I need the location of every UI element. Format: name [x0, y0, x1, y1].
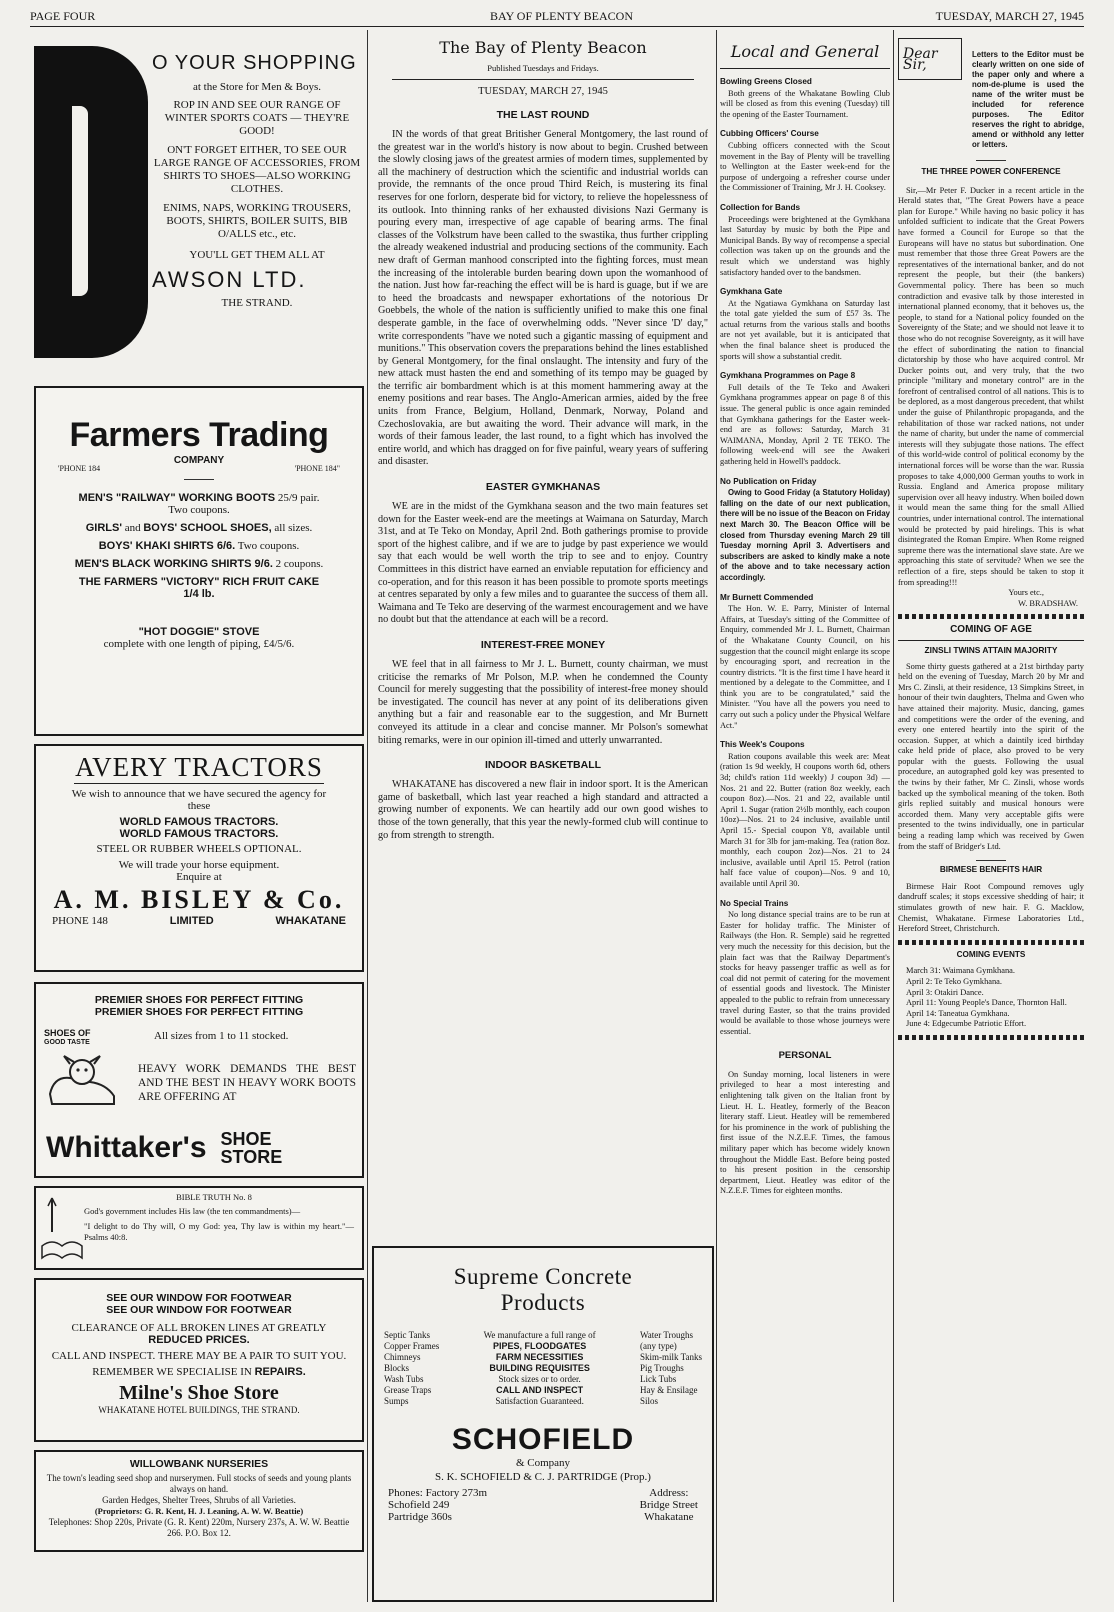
letters-column	[898, 46, 1084, 1045]
farmers-sub: COMPANY	[173, 455, 225, 466]
event-item: April 2: Te Teko Gymkhana.	[906, 976, 1002, 986]
schofield-text: We manufacture a full range of	[483, 1330, 596, 1340]
schofield-co: & Company	[515, 1457, 571, 1469]
local-item-body: Full details of the Te Teko and Awakeri Gymkhana programmes appear on page 8 of this issue. The general public is once again reminded that Gymkhana gatherings for the Easter week-end are as follows: Saturday, March 31 WAIMANA, Monday, April 2 TE TEKO. The following week-end will see the Awakeri gathering held in Howell's paddock.	[720, 382, 890, 466]
milne-text: CLEARANCE OF ALL BROKEN LINES AT GREATLY	[71, 1322, 327, 1334]
willowbank-advert	[34, 1450, 364, 1552]
editorial-heading: THE LAST ROUND	[496, 109, 590, 121]
schofield-address: Address: Bridge Street Whakatane	[639, 1487, 698, 1523]
willowbank-title: WILLOWBANK NURSERIES	[129, 1458, 269, 1470]
schofield-phones: Phones: Factory 273m Schofield 249 Partridge 360s	[388, 1487, 487, 1523]
milne-text: REMEMBER WE SPECIALISE IN	[92, 1366, 255, 1378]
milne-text: REDUCED PRICES.	[148, 1334, 250, 1346]
milne-advert	[34, 1278, 364, 1442]
bisley-phone: PHONE 148	[52, 915, 108, 927]
dawson-big-letter	[34, 46, 148, 358]
birmese-body: Birmese Hair Root Compound removes ugly dandruff scales; it stops excessive shedding of hair; it stimulates growth of new hair. F. G. Macklow, Chemist, Whakatane. Firmese Laboratories Ltd., Hereford Street, Christchurch.	[898, 881, 1084, 934]
event-item: March 31: Waimana Gymkhana.	[906, 966, 1015, 976]
milne-address: WHAKATANE HOTEL BUILDINGS, THE STRAND.	[98, 1405, 300, 1415]
dawson-line: ON'T FORGET EITHER, TO SEE OUR LARGE RANGE OF ACCESSORIES, FROM SHIRTS TO SHOES—ALSO WORKING CLOTHES.	[153, 144, 361, 195]
bible-text: God's government includes His law (the ten commandments)—	[84, 1206, 301, 1216]
editorial-heading: INTEREST-FREE MONEY	[480, 638, 606, 651]
willowbank-text: Telephones: Shop 220s, Private (G. R. Kent) 220m, Nursery 237s, A. W. W. Beattie 266. P.O. Box 12.	[48, 1517, 350, 1538]
bible-truth-box	[34, 1186, 364, 1270]
whittaker-body: HEAVY WORK DEMANDS THE BEST AND THE BEST IN HEAVY WORK BOOTS ARE OFFERING AT	[138, 1063, 356, 1103]
avery-text: WORLD FAMOUS TRACTORS.	[119, 816, 279, 828]
local-item-heading: No Special Trains	[720, 898, 789, 908]
willowbank-text: The town's leading seed shop and nurserymen. Full stocks of seeds and young plants always on hand.	[46, 1473, 352, 1494]
farmers-item: BOYS' KHAKI SHIRTS 6/6.	[98, 540, 236, 552]
masthead-sub: Published Tuesdays and Fridays.	[487, 63, 599, 73]
avery-title: AVERY TRACTORS	[75, 752, 323, 782]
local-item-body: Proceedings were brightened at the Gymkhana last Saturday by music by both the Pipe and Municipal Bands. By way of recompense a special collection was taken up on the grounds and the result which we understand was highly satisfactory handed over to the bandsmen.	[720, 214, 890, 277]
letter-signature: W. BRADSHAW.	[1018, 598, 1078, 608]
event-item: April 11: Young People's Dance, Thornton Hall.	[906, 998, 1067, 1008]
avery-text: WORLD FAMOUS TRACTORS.	[119, 828, 279, 840]
logo-text: SHOES OF	[44, 1028, 91, 1038]
masthead-title: The Bay of Plenty Beacon	[439, 38, 647, 57]
farmers-phone: 'PHONE 184"	[294, 464, 340, 473]
schofield-title: Supreme Concrete	[453, 1264, 633, 1289]
farmers-note: Two coupons.	[235, 540, 300, 552]
local-item-heading: Bowling Greens Closed	[720, 77, 812, 86]
dear-sir-text: Dear Sir,	[903, 46, 938, 73]
local-item-body: Cubbing officers connected with the Scout movement in the Bay of Plenty will be travelling to Wellington at the Easter week-end for the purpose of undergoing a refresher course under the Commissioner of Training, Mr J. H. Cooksey.	[720, 140, 890, 193]
schofield-text: BUILDING REQUISITES	[489, 1363, 590, 1373]
farmers-note: all sizes.	[271, 522, 313, 534]
issue-date: TUESDAY, MARCH 27, 1945	[935, 9, 1084, 23]
bible-text: "I delight to do Thy will, O my God: yea, Thy law is within my heart."—Psalms 40:8.	[84, 1221, 354, 1242]
avery-text: We will trade your horse equipment.	[118, 859, 280, 871]
event-item: April 3: Otakiri Dance.	[906, 987, 984, 997]
bible-title: BIBLE TRUTH No. 8	[176, 1192, 252, 1202]
page-header	[30, 6, 1084, 27]
letters-notice: Letters to the Editor must be clearly written on one side of the paper only and where a nom-de-plume is used the name of the writer must be included for reference purposes. The Editor reserves the right to abridge, amend or withhold any letter or letters.	[972, 50, 1084, 149]
letter-heading: THE THREE POWER CONFERENCE	[921, 167, 1061, 176]
whittaker-shoe: SHOE	[220, 1129, 272, 1149]
editorial-body: WE feel that in all fairness to Mr J. L. Burnett, county chairman, we must criticise the remarks of Mr Polson, M.P. when he condemned the County Council for merely suggesting that the possibility of interest-free money should be investigated. The council has never at any point of its deliberations given anything but a fair and reasonable ear to the suggestion, and Mr Burnett conveyed its attitude in a clear and concise manner. Mr Polson's somewhat biting remarks, were in our opinion ill-timed and utterly unwarranted.	[378, 658, 708, 746]
local-item-heading: Mr Burnett Commended	[720, 592, 814, 602]
milne-text: REPAIRS.	[254, 1366, 306, 1378]
farmers-item: GIRLS'	[85, 522, 122, 534]
editorial-heading: INDOOR BASKETBALL	[484, 759, 602, 772]
schofield-text: FARM NECESSITIES	[495, 1352, 584, 1362]
avery-text: Enquire at	[176, 871, 222, 883]
avery-advert	[34, 744, 364, 972]
divider	[898, 1035, 1084, 1040]
bisley-limited: LIMITED	[169, 915, 214, 927]
local-title: Local and General	[720, 42, 890, 69]
local-item-heading: Collection for Bands	[720, 202, 801, 212]
dawson-line: at the Store for Men & Boys.	[192, 81, 321, 93]
farmers-note: 2 coupons.	[272, 558, 324, 570]
willowbank-text: Garden Hedges, Shelter Trees, Shrubs of all Varieties.	[102, 1495, 296, 1505]
personal-heading: PERSONAL	[778, 1050, 832, 1062]
farmers-price: 25/9 pair.	[275, 492, 320, 504]
editorial-body: WE are in the midst of the Gymkhana season and the two main features set down for the Easter week-end are the meetings at Waimana on Saturday, March 31st, and at Te Teko on Monday, April 2nd. Both gatherings promise to provide sport of the highest calibre, and if we are to judge by past experience we would say that each would be well worth the trip to see and to enjoy. Country Committees in this district have earned an enviable reputation for efficiency and co-operation, and for this reason it has been possible to promote sports meetings at centres separated by only a few miles and to guarantee the success of them all. Waimana and Te Teko are deserving of the warmest encouragement and we have no doubt but that the attendance at each will be a record.	[378, 501, 708, 626]
dawson-address: THE STRAND.	[221, 297, 293, 309]
editorial-body: WHAKATANE has discovered a new flair in indoor sport. It is the American game of basketball, which last year reached a high standard and attracted a growing number of exponents. We can heartily add our own good wishes to those of the town generally, that this year the newly-formed club will continue to go from strength to strength.	[378, 779, 708, 841]
divider	[898, 940, 1084, 945]
local-item-heading: Cubbing Officers' Course	[720, 129, 819, 139]
personal-body: On Sunday morning, local listeners in were privileged to hear a most interesting and enlightening talk given on the Italian front by Lieut. H. L. Heatley, formerly of the Beacon literary staff. Lieut. Heatley will be remembered for his prominence in the work of publishing the first issue of the N.Z.E.F. Times, the famous military paper which has become widely known throughout the Middle East. Before being posted to his present position in the censorship department, Lieut. Heatley was editor of the N.Z.E.F. Times for eighteen months.	[720, 1069, 890, 1196]
local-items	[720, 77, 890, 1037]
milne-name: Milne's Shoe Store	[119, 1382, 279, 1404]
age-subheading: ZINSLI TWINS ATTAIN MAJORITY	[924, 644, 1058, 655]
bisley-name: A. M. BISLEY & Co.	[53, 885, 345, 914]
farmers-item: MEN'S "RAILWAY" WORKING BOOTS	[78, 492, 276, 504]
avery-text: We wish to announce that we have secured the agency for these	[71, 788, 327, 812]
dawson-advert	[34, 46, 364, 376]
shoe-dog-icon	[44, 1048, 124, 1112]
whittaker-sizes: All sizes from 1 to 11 stocked.	[154, 1030, 289, 1042]
column-rule	[893, 30, 894, 1602]
editorial-column	[372, 32, 714, 1523]
farmers-item: MEN'S BLACK WORKING SHIRTS 9/6.	[74, 558, 273, 570]
dawson-line: ENIMS, NAPS, WORKING TROUSERS, BOOTS, SHIRTS, BOILER SUITS, BIB O/ALLS etc., etc.	[163, 202, 351, 240]
dawson-name: AWSON LTD.	[152, 267, 307, 292]
avery-text: STEEL OR RUBBER WHEELS OPTIONAL.	[96, 843, 302, 855]
page-number: PAGE FOUR	[30, 9, 96, 23]
local-item-heading: Gymkhana Gate	[720, 287, 783, 297]
open-bible-icon	[40, 1194, 84, 1264]
event-item: April 14: Taneatua Gymkhana.	[906, 1008, 1010, 1018]
age-body: Some thirty guests gathered at a 21st birthday party held on the evening of Tuesday, March 20 by Mr and Mrs C. Zinsli, at their residence, 13 Simpkins Street, in honour of their twin daughters, Thelma and Gwen who have attained their majority. Music, dancing, games and competitions were the order of the evening, and every one entered heartily into the spirit of the occasion. Supper, at which a daintily iced birthday cake held pride of place, also proved to be very popular with the guests. Following the usual procedure, an autographed gold key was presented to the twins by their father, Mr C. Zinsli, whose words backed up the symbolical meaning of the token. Both girls replied suitably and musical honours were accorded them. Many very acceptable gifts were presented to the twins individually, one in particular being a reading lamp which was received by Gwen from the staff of Bridger's Ltd.	[898, 661, 1084, 851]
schofield-text: Satisfaction Guaranteed.	[495, 1396, 584, 1406]
farmers-price: 1/4 lb.	[183, 588, 215, 600]
dear-sir-logo	[898, 38, 962, 80]
dawson-line: YOU'LL GET THEM ALL AT	[189, 249, 325, 261]
masthead-date: TUESDAY, MARCH 27, 1945	[478, 86, 608, 97]
milne-heading: SEE OUR WINDOW FOR FOOTWEAR	[106, 1292, 292, 1304]
events-heading: COMING EVENTS	[956, 949, 1026, 959]
local-item-body: Both greens of the Whakatane Bowling Club will be closed as from this evening (Tuesday) till the opening of the Easter Tournament.	[720, 88, 890, 119]
local-item-body: Ration coupons available this week are: Meat (ration 1s 9d weekly, H coupons worth 6d, others 3d; child's ration 11d weekly) J coupon 3d) — Nos. 21 and 22. Butter (ration 8oz weekly, each coupon 8oz).—Nos. 21 and 22, available until April 1. Sugar (ration 2½lb monthly, each coupon 10oz)—Nos. 21 to 24 inclusive, available until April 15.- Special coupon Y8, available until March 31 for 3lb for jam-making. Tea (ration 8oz. monthly, each coupon 2oz)—Nos. 21 to 24 inclusive, available until April 15. Petrol (ration half face value of coupon)—Nos. 9 and 10, available until April 30.	[720, 751, 890, 888]
schofield-props: S. K. SCHOFIELD & C. J. PARTRIDGE (Prop.)	[435, 1471, 651, 1483]
schofield-text: Stock sizes or to order.	[498, 1374, 581, 1384]
events-list	[898, 966, 1084, 1030]
whittaker-store: STORE	[220, 1147, 283, 1167]
local-item-body: No long distance special trains are to be run at Easter for holiday traffic. The Minister of Railways (the Hon. R. Semple) said he regretted very much the necessity for this decision, but the plain fact was that the Railway Department's stocks for heavy passenger traffic as well as for coal did not permit of catering for the movement of essential goods and livestock. The Minister appealed to the public to refrain from unnecessary travel during Easter, so that the trains provided would be available to those whose journeys were essential.	[720, 910, 890, 1036]
whittaker-heading: PREMIER SHOES FOR PERFECT FITTING	[94, 994, 304, 1006]
whittaker-advert	[34, 982, 364, 1178]
willowbank-text: (Proprietors: G. R. Kent, H. J. Leaning, A. W. W. Beattie)	[94, 1506, 304, 1516]
farmers-note: and	[121, 522, 144, 534]
age-heading: COMING OF AGE	[950, 624, 1032, 636]
logo-text: GOOD TASTE	[44, 1039, 90, 1046]
farmers-item: "HOT DOGGIE" STOVE	[138, 626, 260, 638]
local-general-column	[720, 42, 890, 1197]
schofield-title: Products	[500, 1290, 586, 1315]
farmers-title: Farmers Trading	[69, 416, 329, 454]
local-item-body: The Hon. W. E. Parry, Minister of Internal Affairs, at Tuesday's sitting of the Committee of Enquiry, commended Mr J. L. Burnett, Chairman of the Whakatane County Council, on his suggestion that the council might enlarge its scope by encouraging sport, and recreation in the country districts. "It is the first time I have heard it mentioned by a delegate to the Committee, and I think you are to be congratulated," said the Minister. "You have all the powers you need to carry out such a policy under the Physical Welfare Act."	[720, 604, 890, 730]
schofield-text: CALL AND INSPECT	[496, 1385, 584, 1395]
divider	[898, 614, 1084, 619]
milne-heading: SEE OUR WINDOW FOR FOOTWEAR	[106, 1304, 292, 1316]
farmers-advert	[34, 386, 364, 736]
local-item-body: At the Ngatiawa Gymkhana on Saturday last the total gate yielded the sum of £57 3s. The actual returns from the various stalls and booths are not yet available, but it is anticipated that when the final balance sheet is produced the sports will show a substantial credit.	[720, 298, 890, 361]
schofield-text: PIPES, FLOODGATES	[492, 1341, 587, 1351]
local-item-heading: This Week's Coupons	[720, 740, 805, 750]
divider	[184, 479, 214, 480]
birmese-heading: BIRMESE BENEFITS HAIR	[939, 865, 1043, 875]
dawson-title: O YOUR SHOPPING	[152, 52, 357, 74]
dawson-line: ROP IN AND SEE OUR RANGE OF WINTER SPORTS COATS — THEY'RE GOOD!	[164, 99, 350, 137]
column-rule	[367, 30, 368, 1602]
column-rule	[716, 30, 717, 1602]
editorial-body: IN the words of that great Britisher General Montgomery, the last round of the greatest war in the world's history is now about to begin. Crushed between the slowly closing jaws of the greatest armies of modern times, supplemented by all the machinery of destruction which the scientific and industrial worlds can provide, the remnants of the once proud Third Reich, is mustering its final reserves for one forlorn, desperate bid for victory, to relieve the hopelessness of its outlook. Into thinning ranks of her exhausted divisions Nazi Germany is pouring every man, irrespective of age capable of bearing arms. The final classes of the Volkstrum have been called to the swastika, thus further crippling the already weakened industrial and producing sections of the community. Each new draft of German manhood conscripted into the fighting forces, must mean the increasing of the intolerable burden bearing down upon the womanhood of the nation. Just how far-reaching the effect will be is hard is guage, but if we are to heed the broadcasts and newspaper exhortations of the notorious Dr Goebbels, the whole of the nation is sufficiently unified to make this one final desperate gamble, in the face of overwhelming odds. "Never since 'D' day," write correspondents "have we noted such a gigantic massing of equipment and munitions." This observation covers the preparations behind the lines established by General Montgomery, for the final onslaught. The intensity and fury of the new attack must hasten the end and something of its tempo may be guaged by the terrific air bombardment which is at this moment hammering away at the enemy positions and rear bases. The Anglo-American armies, aided by the free units from France, Belgium, Holland, Denmark, Norway, Poland and Czechoslovakia, are but awaiting the word. Their advance will mark, in the words of their famous leader, the last round, to a fight which has involved the entire world, and which has dragged on for five painful, weary years of suffering and disaster.	[378, 129, 708, 468]
schofield-advert	[372, 1246, 714, 1602]
bisley-town: WHAKATANE	[275, 915, 346, 927]
letter-signoff: Yours etc.,	[1008, 588, 1044, 598]
local-item-heading: Gymkhana Programmes on Page 8	[720, 371, 856, 381]
whittaker-name: Whittaker's	[46, 1131, 207, 1164]
local-item-body: Owing to Good Friday (a Statutory Holiday) falling on the date of our next publication, there will be no issue of the Beacon on Friday next March 30. The Beacon Office will be closed from Thursday evening March 29 till Tuesday morning April 3. Advertisers and subscribers are asked to kindly make a note of the above and to take necessary action accordingly.	[720, 488, 890, 582]
editorial-heading: EASTER GYMKHANAS	[485, 481, 601, 494]
farmers-phone: 'PHONE 184	[58, 464, 101, 473]
event-item: June 4: Edgecumbe Patriotic Effort.	[906, 1019, 1027, 1029]
letter-body: Sir,—Mr Peter F. Ducker in a recent article in the Herald states that, "The Great Powers have a peace plan for Europe." While having no basic policy it has unfolded sufficient to indicate that the Great Powers have formed a Council for Europe so that the Europeans will have no status but subordination. One must remember that those three Great Powers are the representatives of the international banker, and do not represent the people, but their (the bankers) Governmental policy. There has been so much contradiction and evasive talk by those interested in international planned economy, that it behoves us, the people, to stand for a National policy founded on the Sovereignty of the State; and we should not leave it to those who do not recognise Sovereignty, as it will have the effect of subordinating the nation to financial dictatorship by those who have acquired control. Mr Ducker points out, and very truly, that the two principle "military and monetary control" are in the forefront of centralised control of all nations. This is to be deplored, as a most dangerous precedent, that whilst under the guise of Philanthropic propaganda, and the rehabilitation of those war racked nations, not under the name of charity, but under the name of commercial interests will they subjugate those nations. The effect of this world-wide control of political economy by the international forces will be worse than the war. Russia proposes to take 4,000,000 German youths to work in Russia. England and America propose military supervision over all heavy industry. When boiled down it would mean the same thing for the small Allied countries, under international control. The international would be protected by paid hirelings. This is what disintegrated the Roman Empire. When Rome reigned supreme there was the international slave state. Are we approaching this state of servitude? When we see the reflection of a fire, steps should be taken to stop it from spreading!!!	[898, 185, 1084, 587]
schofield-name: SCHOFIELD	[451, 1423, 635, 1456]
schofield-list: Septic Tanks Copper Frames Chimneys Blocks Wash Tubs Grease Traps Sumps	[384, 1330, 440, 1406]
farmers-note: Two coupons.	[168, 504, 230, 516]
schofield-list: Water Troughs (any type) Skim-milk Tanks Pig Troughs Lick Tubs Hay & Ensilage Silos	[640, 1330, 702, 1406]
milne-text: CALL AND INSPECT. THERE MAY BE A PAIR TO SUIT YOU.	[51, 1350, 347, 1362]
farmers-note: complete with one length of piping, £4/5/6.	[103, 638, 295, 650]
whittaker-heading: PREMIER SHOES FOR PERFECT FITTING	[94, 1006, 304, 1018]
paper-title: BAY OF PLENTY BEACON	[490, 9, 634, 23]
farmers-item: BOYS' SCHOOL SHOES,	[143, 522, 272, 534]
local-item-heading: No Publication on Friday	[720, 476, 817, 486]
farmers-item: THE FARMERS "VICTORY" RICH FRUIT CAKE	[78, 576, 320, 588]
